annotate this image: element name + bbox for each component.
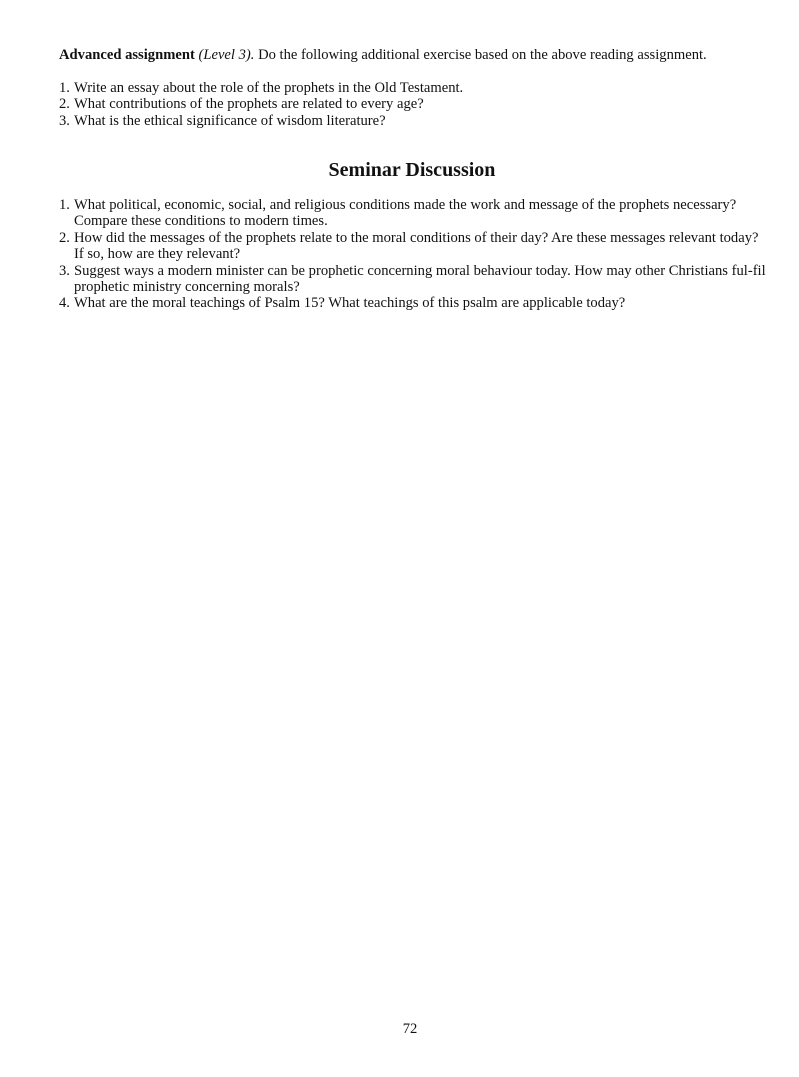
item-text: Write an essay about the role of the prophets in the Old Testament.	[74, 80, 464, 96]
item-text: How did the messages of the prophets relate to the moral conditions of their day? Are these messages relevant today? If so, how are they relevant?	[74, 229, 759, 263]
item-number: 1.	[59, 197, 70, 213]
list-item	[59, 113, 759, 129]
item-number: 1.	[59, 80, 70, 96]
advanced-assignment-intro	[59, 46, 769, 64]
list-item	[59, 96, 759, 112]
list-item	[59, 80, 759, 96]
section-heading: Seminar Discussion	[328, 159, 496, 181]
list-item	[59, 295, 771, 311]
item-text: What are the moral teachings of Psalm 15? What teachings of this psalm are applicable today?	[74, 295, 626, 312]
assignment-instructions: Do the following additional exercise based on the above reading assignment.	[258, 47, 707, 63]
item-text: What contributions of the prophets are related to every age?	[74, 96, 424, 113]
item-number: 3.	[59, 112, 70, 129]
item-number: 2.	[59, 229, 70, 246]
item-number: 3.	[59, 262, 70, 279]
list-item	[59, 230, 771, 263]
list-item	[59, 197, 771, 230]
item-text: Suggest ways a modern minister can be prophetic concerning moral behaviour today. How may other Christians ful-fil prophetic ministry concerning morals?	[74, 262, 766, 296]
assignment-level: (Level 3).	[198, 47, 255, 63]
seminar-question-list	[59, 197, 771, 312]
page-number: 72	[402, 1021, 418, 1037]
item-number: 2.	[59, 96, 70, 113]
item-number: 4.	[59, 295, 70, 312]
advanced-assignment-label: Advanced assignment	[59, 47, 195, 63]
item-text: What is the ethical significance of wisdom literature?	[74, 112, 386, 129]
list-item	[59, 263, 771, 296]
item-text: What political, economic, social, and religious conditions made the work and message of the prophets necessary? Compare these conditions to modern times.	[74, 197, 737, 230]
assignment-list	[59, 80, 759, 129]
